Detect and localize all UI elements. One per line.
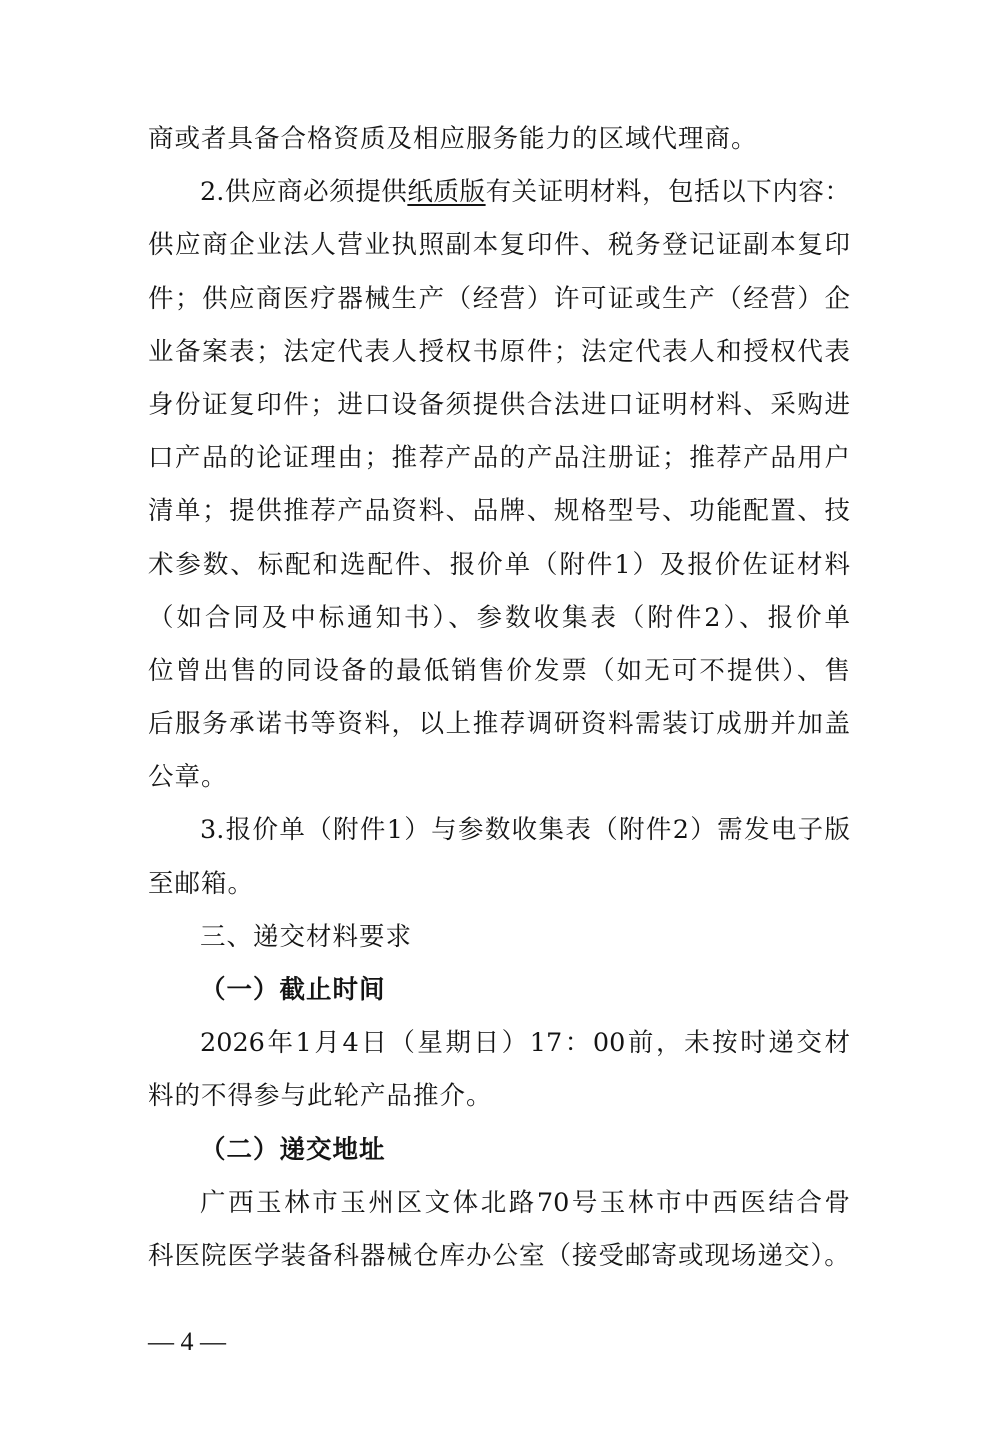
page-number: — 4 —	[148, 1327, 226, 1356]
underlined-emphasis: 纸质版	[407, 177, 486, 208]
item-2-line: 件；供应商医疗器械生产（经营）许可证或生产（经营）企	[148, 283, 850, 314]
item-2-line: 口产品的论证理由；推荐产品的产品注册证；推荐产品用户	[148, 443, 850, 474]
continuation-line: 商或者具备合格资质及相应服务能力的区域代理商。	[148, 124, 758, 154]
item-2-line: 术参数、标配和选配件、报价单（附件1）及报价佐证材料	[148, 549, 850, 580]
item-2-rest: 有关证明材料，包括以下内容：	[485, 177, 850, 208]
item-2-line: 供应商企业法人营业执照副本复印件、税务登记证副本复印	[148, 230, 850, 261]
address-first-line: 广西玉林市玉州区文体北路70号玉林市中西医结合骨	[200, 1187, 850, 1218]
body-text	[148, 113, 850, 1283]
item-2-line: 位曾出售的同设备的最低销售价发票（如无可不提供）、售	[148, 655, 850, 686]
address-last-line: 科医院医学装备科器械仓库办公室（接受邮寄或现场递交）。	[148, 1240, 851, 1271]
subsection-heading-address: （二）递交地址	[200, 1134, 386, 1165]
item-2-line: 业备案表；法定代表人授权书原件；法定代表人和授权代表	[148, 336, 850, 367]
deadline-last-line: 料的不得参与此轮产品推介。	[148, 1081, 493, 1112]
item-2-last-line: 公章。	[148, 762, 228, 793]
item-2-line: 身份证复印件；进口设备须提供合法进口证明材料、采购进	[148, 389, 850, 420]
item-2-line: 后服务承诺书等资料，以上推荐调研资料需装订成册并加盖	[148, 709, 850, 740]
subsection-heading-deadline: （一）截止时间	[200, 975, 386, 1005]
item-3-first-line: 3.报价单（附件1）与参数收集表（附件2）需发电子版	[200, 815, 850, 846]
item-2-line: （如合同及中标通知书）、参数收集表（附件2）、报价单	[148, 602, 850, 633]
item-2-first-line	[148, 166, 850, 219]
item-2-line: 清单；提供推荐产品资料、品牌、规格型号、功能配置、技	[148, 496, 850, 527]
item-2-lead: 2.供应商必须提供	[200, 177, 408, 208]
item-3-last-line: 至邮箱。	[148, 868, 255, 899]
deadline-first-line: 2026年1月4日（星期日）17：00前，未按时递交材	[200, 1028, 850, 1059]
section-heading: 三、递交材料要求	[200, 921, 413, 952]
